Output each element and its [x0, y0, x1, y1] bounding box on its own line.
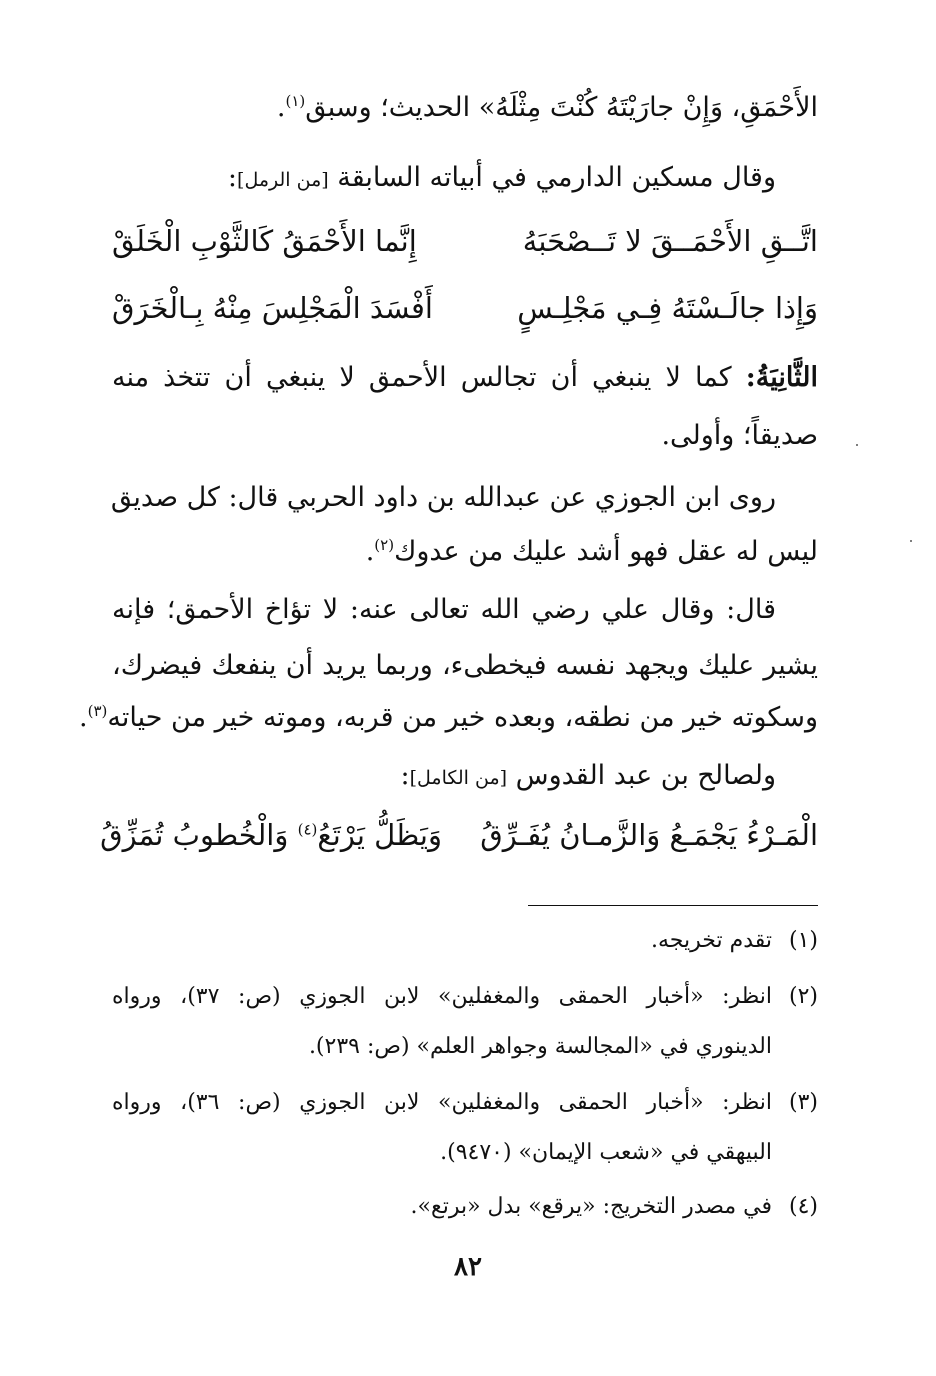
line-1-end: .	[276, 92, 286, 123]
para-3-line-2	[112, 532, 818, 572]
verse-3-first-hemistich: الْمَـرْءُ يَجْمَـعُ وَالزَّمـانُ يُفَـرِّقُ	[480, 818, 818, 852]
footnote-ref-4[interactable]: (٤)	[297, 820, 318, 839]
footnote-2-number: (٢)	[789, 984, 819, 1009]
footnote-ref-3[interactable]: (٣)	[87, 702, 108, 720]
line-2-text: وقال مسكين الدارمي في أبياته السابقة	[337, 162, 776, 193]
para-5-line	[112, 756, 776, 798]
text-line-2	[112, 158, 776, 200]
line-1-text: الأَحْمَقِ، وَإِنْ جارَيْتَهُ كُنْتَ مِثْلَهُ» الحديث؛ وسبق	[305, 92, 818, 123]
verse-1-second-hemistich: إِنَّما الأَحْمَقُ كَالثَّوْبِ الْخَلَقْ	[112, 224, 417, 258]
para-5-end: :	[400, 760, 410, 791]
para-4-line-3-text: وسكوته خير من نطقه، وبعده خير من قربه، وموته خير من حياته	[107, 702, 818, 733]
footnote-3-number: (٣)	[789, 1090, 819, 1115]
verse-1-first-hemistich: اتَّــقِ الأَحْمَــقَ لا تَــصْحَبَهُ	[522, 224, 818, 258]
verse-3-part-a: وَيَظَلُّ يَرْتَعُ	[317, 818, 442, 852]
verse-3-part-b: وَالْخُطوبُ تُمَزِّقُ	[100, 818, 289, 852]
footnote-2-text-line-1: انظر: «أخبار الحمقى والمغفلين» لابن الجوزي (ص: ٣٧)، ورواه	[112, 984, 773, 1009]
footnote-3	[112, 1086, 818, 1120]
verse-2-first-hemistich: وَإِذا جالَـسْتَهُ فِـي مَجْلِـسٍ	[517, 291, 818, 325]
footnote-4-number: (٤)	[788, 1194, 818, 1219]
footnote-3-line-2: البيهقي في «شعب الإيمان» (٩٤٧٠).	[440, 1140, 772, 1165]
para-2-line-2: صديقاً؛ وأولى.	[661, 420, 818, 451]
footnote-4-text: في مصدر التخريج: «يرقع» بدل «برتع».	[410, 1194, 772, 1219]
verse-2-second-hemistich: أَفْسَدَ الْمَجْلِسَ مِنْهُ بِـالْخَرَقْ	[112, 291, 433, 325]
verse-3-second-hemistich-text	[100, 818, 442, 852]
scan-speck	[910, 540, 912, 542]
para-4-line-3	[79, 698, 818, 738]
footnote-ref-2[interactable]: (٢)	[374, 536, 395, 554]
para-2-line-1-text: كما لا ينبغي أن تجالس الأحمق لا ينبغي أن تتخذ منه	[112, 362, 732, 393]
footnote-ref-1[interactable]: (١)	[285, 92, 306, 110]
scan-speck	[856, 444, 858, 446]
section-heading-second: الثَّانِيَةُ:	[745, 362, 818, 393]
para-4-end: .	[79, 702, 88, 733]
footnote-1	[112, 924, 818, 958]
footnote-2-line-2: الدينوري في «المجالسة وجواهر العلم» (ص: ٢٣٩).	[308, 1034, 772, 1059]
para-4-line-1: قال: وقال علي رضي الله تعالى عنه: لا تؤاخ الأحمق؛ فإنه	[112, 594, 776, 625]
para-2-line-1	[112, 358, 818, 398]
para-3-end: .	[365, 536, 375, 567]
text-line-1	[112, 88, 818, 128]
footnote-1-text: تقدم تخريجه.	[651, 928, 772, 953]
footnote-1-number: (١)	[788, 928, 818, 953]
para-4-line-2: يشير عليك ويجهد نفسه فيخطىء، وربما يريد أن ينفعك فيضرك،	[112, 650, 818, 681]
page-number: ٨٢	[454, 1252, 482, 1282]
footnote-4	[112, 1190, 818, 1224]
footnote-separator	[528, 905, 818, 906]
meter-note-ramal: [من الرمل]	[237, 169, 329, 191]
meter-note-kamil: [من الكامل]	[409, 767, 508, 789]
para-3-line-2-text: ليس له عقل فهو أشد عليك من عدوك	[394, 536, 818, 567]
verse-3-second-hemistich	[100, 814, 442, 856]
para-5-text: ولصالح بن عبد القدوس	[515, 760, 776, 791]
footnote-3-text-line-1: انظر: «أخبار الحمقى والمغفلين» لابن الجوزي (ص: ٣٦)، ورواه	[112, 1090, 773, 1115]
line-2-end: :	[227, 162, 238, 193]
footnote-2	[112, 980, 818, 1014]
para-3-line-1: روى ابن الجوزي عن عبدالله بن داود الحربي قال: كل صديق	[110, 482, 776, 513]
